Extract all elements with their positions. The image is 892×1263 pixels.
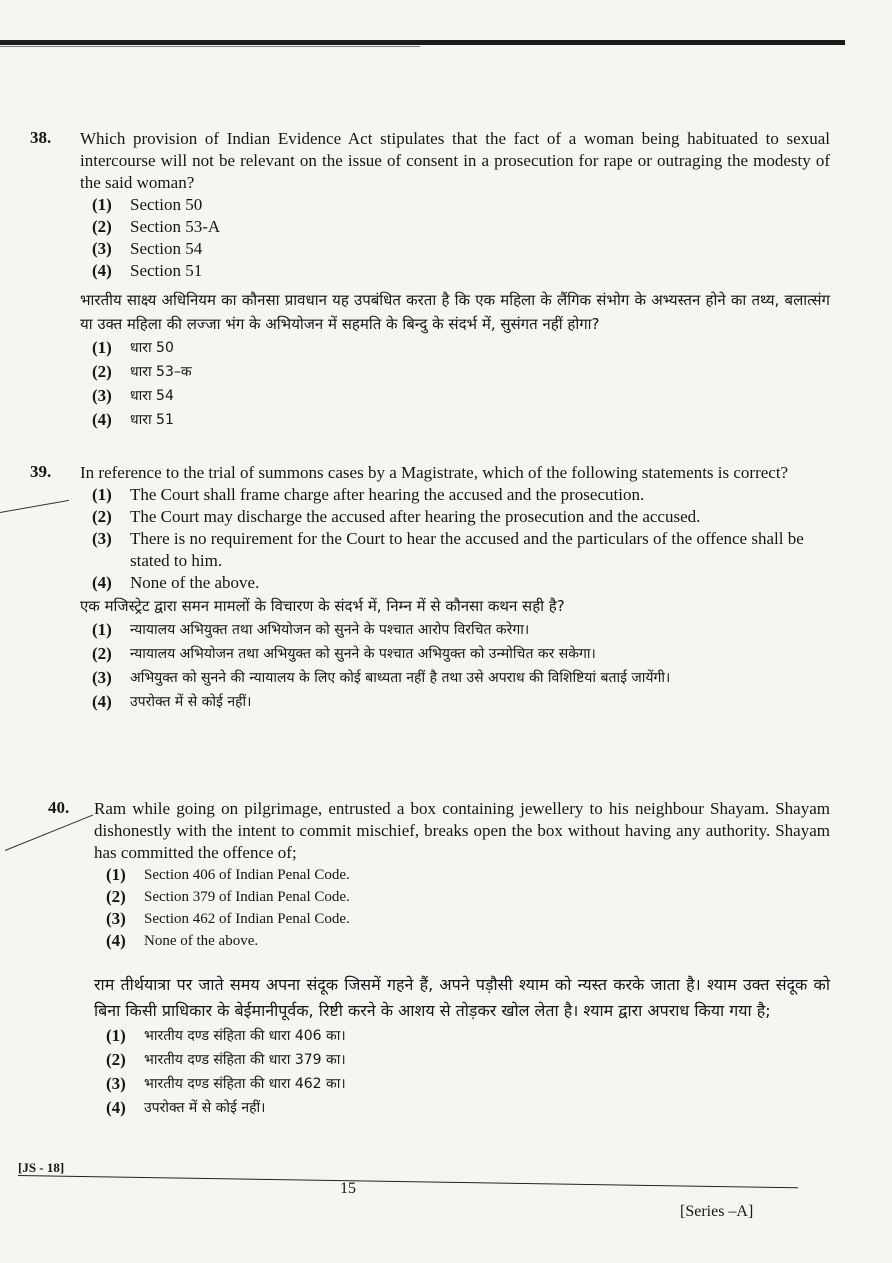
series-label: [Series –A] xyxy=(680,1203,754,1220)
option: (4) None of the above. xyxy=(106,931,259,950)
option: (2) Section 53-A xyxy=(92,217,221,236)
question-text-hindi: एक मजिस्ट्रेट द्वारा समन मामलों के विचारण के संदर्भ में, निम्न में से कौनसा कथन सही है? xyxy=(80,597,565,615)
options-hindi xyxy=(80,336,830,432)
options-english xyxy=(80,484,830,594)
question-40 xyxy=(30,798,830,1120)
option: (3) अभियुक्त को सुनने की न्यायालय के लिए कोई बाध्यता नहीं है तथा उसे अपराध की विशिष्टियां बताई जायेंगी। xyxy=(92,668,671,687)
question-text-hindi: भारतीय साक्ष्य अधिनियम का कौनसा प्रावधान यह उपबंधित करता है कि एक महिला के लैंगिक संभोग के अभ्यस्तन होने का तथ्य, बलात्संग या उक्त महिला की लज्जा भंग के अभियोजन में सहमति के बिन्दु के संदर्भ में, सुसंगत नहीं होगा? xyxy=(80,291,830,333)
option: (1) भारतीय दण्ड संहिता की धारा 406 का। xyxy=(106,1026,346,1045)
question-number: 38. xyxy=(30,128,52,147)
options-hindi xyxy=(80,618,830,714)
option: (4) उपरोक्त में से कोई नहीं। xyxy=(92,692,252,711)
top-border-line xyxy=(0,40,845,45)
exam-code: [JS - 18] xyxy=(18,1160,65,1175)
option: (4) Section 51 xyxy=(92,261,203,280)
question-39 xyxy=(30,462,830,714)
question-text-english: Which provision of Indian Evidence Act stipulates that the fact of a woman being habituated to sexual intercourse will not be relevant on the issue of consent in a prosecution for rape or outraging the modesty of the said woman? xyxy=(80,129,830,192)
option: (4) उपरोक्त में से कोई नहीं। xyxy=(106,1098,266,1117)
question-text-hindi: राम तीर्थयात्रा पर जाते समय अपना संदूक जिसमें गहने हैं, अपने पड़ौसी श्याम को न्यस्त करके जाता है। श्याम उक्त संदूक को बिना किसी प्राधिकार के बेईमानीपूर्वक, रिष्टी करने के आशय से तोड़कर खोल लेता है। श्याम द्वारा अपराध किया गया है; xyxy=(94,975,830,1020)
option: (3) भारतीय दण्ड संहिता की धारा 462 का। xyxy=(106,1074,346,1093)
footer-line xyxy=(18,1175,798,1188)
option: (4) None of the above. xyxy=(92,573,260,592)
question-number: 40. xyxy=(48,798,70,817)
option: (1) न्यायालय अभियुक्त तथा अभियोजन को सुनने के पश्चात आरोप विरचित करेगा। xyxy=(92,620,530,639)
option: (2) The Court may discharge the accused after hearing the prosecution and the accused. xyxy=(92,507,701,526)
question-text-english: Ram while going on pilgrimage, entrusted a box containing jewellery to his neighbour Shayam. Shayam dishonestly with the intent to commit mischief, breaks open the box without having any authority. Shayam has committed the offence of; xyxy=(94,799,830,862)
option: (1) The Court shall frame charge after hearing the accused and the prosecution. xyxy=(92,485,645,504)
option: (1) धारा 50 xyxy=(92,338,174,357)
option: (2) धारा 53–क xyxy=(92,362,192,381)
option: (2) भारतीय दण्ड संहिता की धारा 379 का। xyxy=(106,1050,346,1069)
option: (3) धारा 54 xyxy=(92,386,174,405)
option: (2) Section 379 of Indian Penal Code. xyxy=(106,887,350,906)
page-number: 15 xyxy=(340,1180,356,1197)
option: (3) There is no requirement for the Court to hear the accused and the particulars of the offence shall be stated to him. xyxy=(92,529,804,570)
question-38 xyxy=(30,128,830,432)
question-number: 39. xyxy=(30,462,52,481)
option: (1) Section 406 of Indian Penal Code. xyxy=(106,865,350,884)
options-english xyxy=(80,194,830,282)
option: (3) Section 54 xyxy=(92,239,203,258)
question-text-english: In reference to the trial of summons cases by a Magistrate, which of the following statements is correct? xyxy=(80,463,789,482)
options-english xyxy=(94,864,830,952)
option: (3) Section 462 of Indian Penal Code. xyxy=(106,909,350,928)
option: (2) न्यायालय अभियोजन तथा अभियुक्त को सुनने के पश्चात अभियुक्त को उन्मोचित कर सकेगा। xyxy=(92,644,596,663)
option: (4) धारा 51 xyxy=(92,410,174,429)
option: (1) Section 50 xyxy=(92,195,203,214)
top-border-underline xyxy=(0,46,420,47)
options-hindi xyxy=(94,1024,830,1120)
